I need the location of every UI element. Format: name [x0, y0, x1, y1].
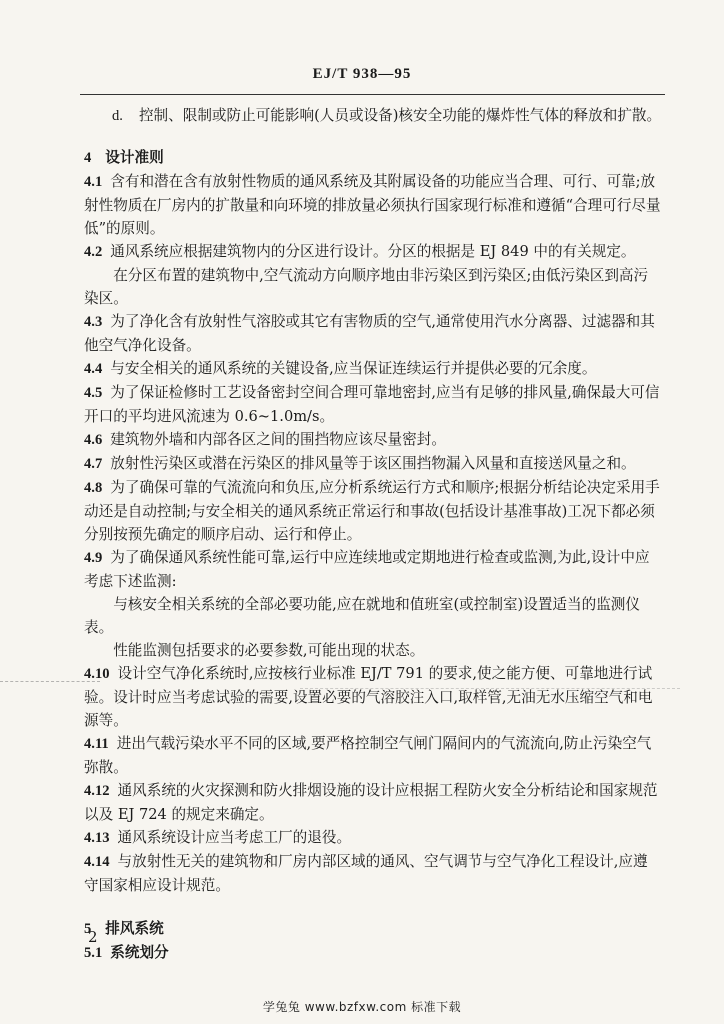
- clause-number: 4.7: [84, 456, 103, 472]
- clause-number: 4.9: [84, 550, 103, 566]
- clause-4-14: [84, 850, 662, 897]
- section-heading-5: [84, 917, 662, 941]
- section-title: 设计准则: [105, 149, 164, 166]
- clause-d: [84, 104, 662, 128]
- clause-4-12: [84, 779, 662, 826]
- standard-code-header: EJ/T 938—95: [312, 66, 412, 82]
- clause-text: 为了确保通风系统性能可靠,运行中应连续地或定期地进行检查或监测,为此,设计中应考虑下述监测:: [84, 549, 650, 590]
- header-rule: [80, 94, 665, 95]
- clause-text: 放射性污染区或潜在污染区的排风量等于该区围挡物漏入风量和直接送风量之和。: [110, 455, 636, 472]
- clause-text: 通风系统设计应当考虑工厂的退役。: [117, 829, 352, 846]
- clause-text: 通风系统的火灾探测和防火排烟设施的设计应根据工程防火安全分析结论和国家规范以及 EJ 724 的规定来确定。: [84, 782, 658, 823]
- clause-text: 通风系统应根据建筑物内的分区进行设计。分区的根据是 EJ 849 中的有关规定。: [110, 243, 636, 260]
- clause-number: 4.8: [84, 480, 103, 496]
- clause-number: 5.1: [84, 945, 103, 961]
- clause-4-2: [84, 240, 662, 264]
- watermark-footer: 学兔兔 www.bzfxw.com 标准下载: [262, 1000, 462, 1014]
- section-title: 排风系统: [105, 920, 164, 937]
- section-heading-4: [84, 146, 662, 170]
- clause-4-7: [84, 452, 662, 476]
- clause-text: 控制、限制或防止可能影响(人员或设备)核安全功能的爆炸性气体的释放和扩散。: [138, 107, 662, 124]
- clause-number: 4.11: [84, 736, 109, 752]
- clause-text: 为了净化含有放射性气溶胶或其它有害物质的空气,通常使用汽水分离器、过滤器和其他空气净化设备。: [84, 313, 655, 354]
- clause-text: 为了确保可靠的气流流向和负压,应分析系统运行方式和顺序;根据分析结论决定采用手动还是自动控制;与安全相关的通风系统正常运行和事故(包括设计基准事故)工况下都必须分别按预先确定的顺序启动、运行和停止。: [84, 479, 660, 543]
- clause-4-9-continuation: 与核安全相关系统的全部必要功能,应在就地和值班室(或控制室)设置适当的监测仪表。: [84, 596, 640, 636]
- section-number: 5: [84, 921, 92, 937]
- clause-number: 4.6: [84, 432, 103, 448]
- page-number: 2: [88, 928, 98, 946]
- clause-4-9-continuation: 性能监测包括要求的必要参数,可能出现的状态。: [113, 642, 425, 659]
- clause-text: 为了保证检修时工艺设备密封空间合理可靠地密封,应当有足够的排风量,确保最大可信开口的平均进风流速为 0.6~1.0m/s。: [84, 384, 660, 425]
- clause-number: 4.10: [84, 666, 110, 682]
- clause-text: 设计空气净化系统时,应按核行业标准 EJ/T 791 的要求,使之能方便、可靠地进行试验。设计时应当考虑试验的需要,设置必要的气溶胶注入口,取样管,无油无水压缩空气和电源等。: [84, 665, 653, 729]
- clause-4-11: [84, 732, 662, 779]
- clause-5-1: [84, 941, 662, 965]
- clause-text: 与放射性无关的建筑物和厂房内部区域的通风、空气调节与空气净化工程设计,应遵守国家相应设计规范。: [84, 853, 648, 894]
- clause-4-9: [84, 546, 662, 593]
- clause-4-10: [84, 662, 662, 732]
- clause-4-3: [84, 310, 662, 357]
- section-number: 4: [84, 150, 92, 166]
- clause-4-4: [84, 357, 662, 381]
- clause-text: 建筑物外墙和内部各区之间的围挡物应该尽量密封。: [110, 431, 446, 448]
- clause-number: 4.14: [84, 854, 110, 870]
- clause-number: 4.5: [84, 385, 103, 401]
- clause-4-13: [84, 826, 662, 850]
- clause-4-5: [84, 381, 662, 428]
- clause-text: 系统划分: [110, 944, 169, 961]
- clause-number: d.: [112, 108, 123, 124]
- clause-text: 与安全相关的通风系统的关键设备,应当保证连续运行并提供必要的冗余度。: [110, 360, 597, 377]
- clause-4-6: [84, 428, 662, 452]
- clause-4-1: [84, 170, 662, 240]
- clause-number: 4.12: [84, 783, 110, 799]
- clause-number: 4.13: [84, 830, 110, 846]
- clause-number: 4.4: [84, 361, 103, 377]
- document-body: [84, 104, 662, 965]
- clause-number: 4.3: [84, 314, 103, 330]
- clause-number: 4.2: [84, 244, 103, 260]
- clause-4-8: [84, 476, 662, 546]
- clause-4-2-continuation: 在分区布置的建筑物中,空气流动方向顺序地由非污染区到污染区;由低污染区到高污染区。: [84, 267, 649, 307]
- clause-text: 含有和潜在含有放射性物质的通风系统及其附属设备的功能应当合理、可行、可靠;放射性物质在厂房内的扩散量和向环境的排放量必须执行国家现行标准和遵循“合理可行尽量低”的原则。: [84, 173, 661, 237]
- clause-text: 进出气载污染水平不同的区域,要严格控制空气闸门隔间内的气流流向,防止污染空气弥散。: [84, 735, 652, 776]
- clause-number: 4.1: [84, 174, 103, 190]
